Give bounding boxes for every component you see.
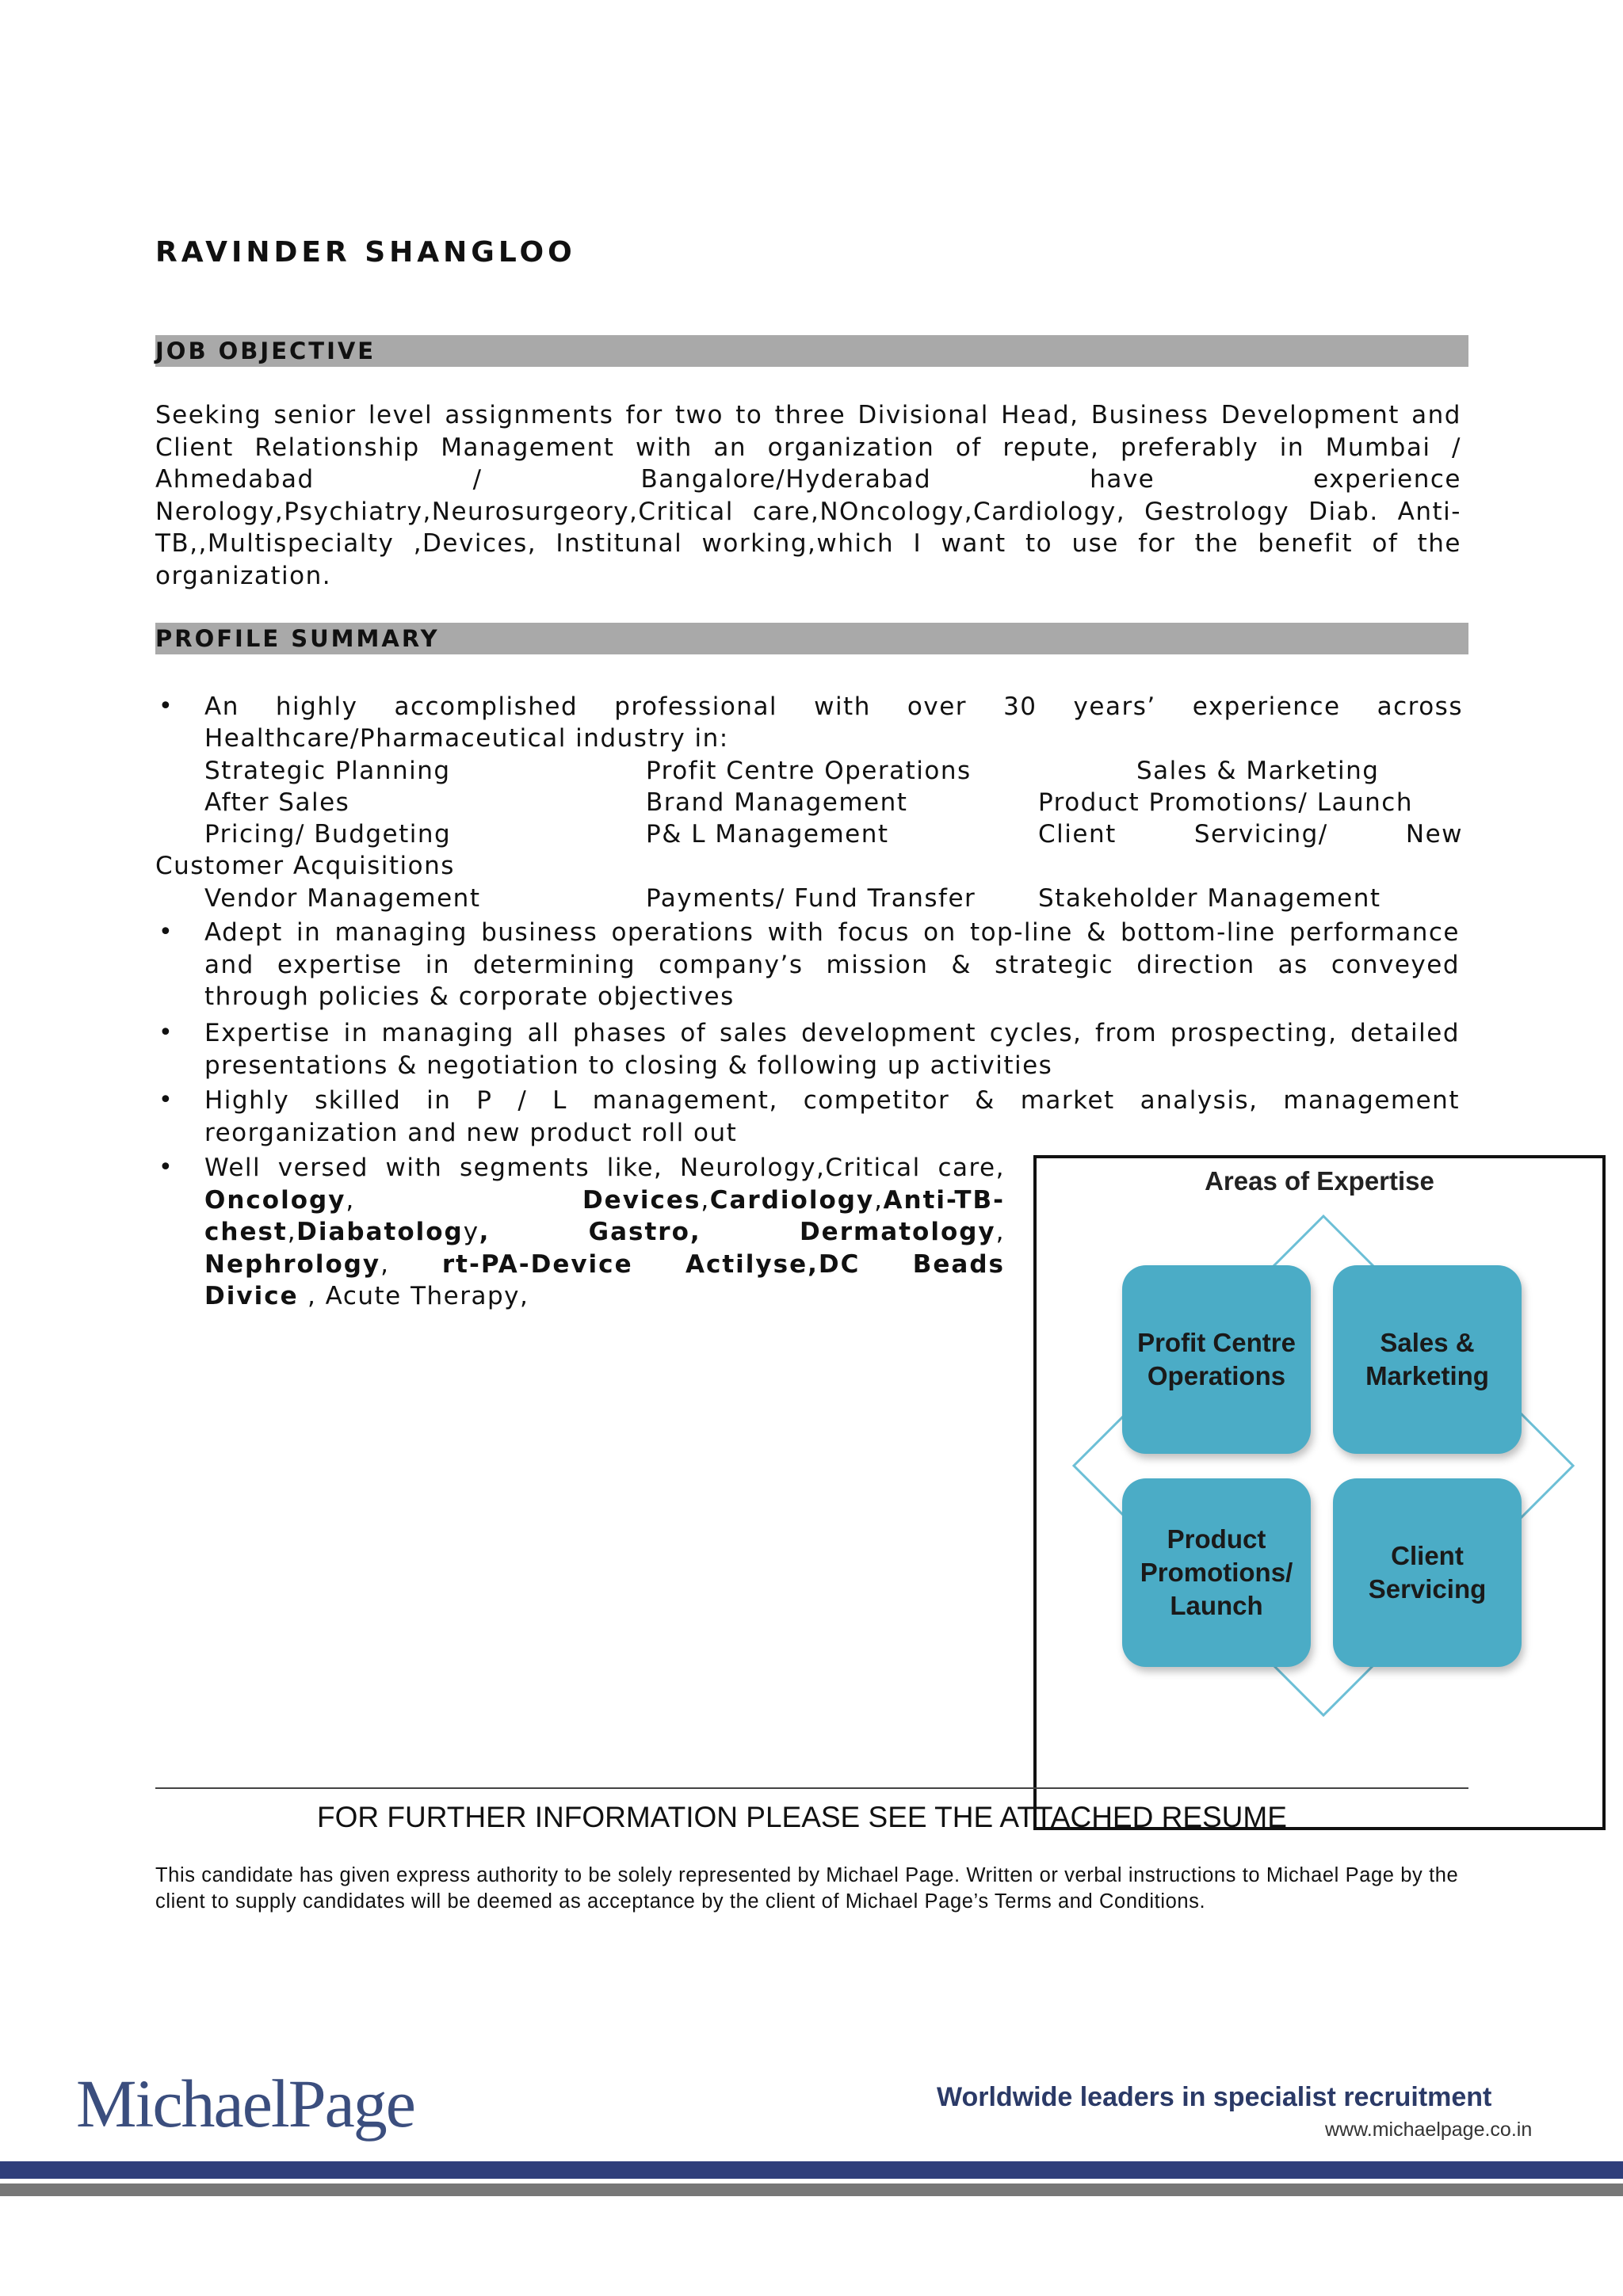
further-info-text: FOR FURTHER INFORMATION PLEASE SEE THE ATTACHED RESUME: [317, 1801, 1287, 1833]
objective-line: Seeking senior level assignments for two to three Divisional Head, Business Development and: [155, 401, 1461, 429]
bullet3-text: [204, 1017, 1460, 1081]
segment-cardiology: Cardiology: [709, 1185, 875, 1215]
segment-gastro: Gastro,: [588, 1218, 701, 1246]
segment-actilyse: Actilyse,DC: [685, 1249, 861, 1279]
segment-rtpa-device: rt-PA-Device: [441, 1249, 633, 1279]
bullet-line: Expertise in managing all phases of sales development cycles, from prospecting, detailed: [204, 1019, 1460, 1047]
segment-acute-therapy: , Acute Therapy,: [298, 1282, 529, 1310]
profile-summary-heading-text: PROFILE SUMMARY: [155, 625, 440, 652]
segment-devices: Devices: [582, 1185, 701, 1215]
footer-band-grey: [0, 2183, 1623, 2196]
expertise-tile-sales-marketing: Sales & Marketing: [1333, 1265, 1522, 1454]
skill-item: Payments/ Fund Transfer: [646, 884, 976, 913]
segment-chest: chest: [204, 1218, 288, 1246]
separator: ,: [380, 1249, 390, 1279]
skill-item: After Sales: [204, 788, 350, 817]
job-objective-text: [155, 399, 1461, 592]
objective-line: organization.: [155, 561, 332, 590]
bullet-line: [204, 1216, 1005, 1249]
footer-divider: [155, 1787, 1468, 1789]
bullet-line: reorganization and new product roll out: [204, 1118, 738, 1147]
segment-oncology: Oncology: [204, 1185, 346, 1215]
segment-diabatology: Diabatolog: [296, 1218, 464, 1246]
skill-item: Vendor Management: [204, 884, 481, 913]
bullet-line: presentations & negotiation to closing & following up activities: [204, 1051, 1053, 1080]
expertise-title: Areas of Expertise: [1205, 1166, 1434, 1196]
bullet-icon: •: [158, 692, 173, 720]
bullet-line: Well versed with segments like, Neurology,Critical care,: [204, 1154, 1005, 1182]
job-objective-heading: [155, 335, 1468, 367]
objective-line: Client Relationship Management with an organization of repute, preferably in Mumbai /: [155, 433, 1461, 462]
candidate-name: RAVINDER SHANGLOO: [155, 236, 576, 269]
bullet-icon: •: [158, 1154, 173, 1181]
skill-item: Sales & Marketing: [1136, 757, 1380, 785]
expertise-tile-product-promotions: Product Promotions/ Launch: [1122, 1478, 1311, 1667]
objective-line: Nerology,Psychiatry,Neurosurgeory,Critical care,NOncology,Cardiology, Gestrology Diab. Anti-: [155, 497, 1461, 526]
skill-item: Client Servicing/ New: [1038, 820, 1463, 849]
skill-item: Profit Centre Operations: [646, 757, 972, 785]
objective-line: TB,,Multispecialty ,Devices, Institunal working,which I want to use for the benefit of the: [155, 529, 1461, 558]
separator: ,: [287, 1218, 297, 1246]
skill-item: P& L Management: [646, 820, 889, 849]
tagline: Worldwide leaders in specialist recruitment: [937, 2082, 1492, 2112]
bullet-line: Highly skilled in P / L management, competitor & market analysis, management: [204, 1086, 1460, 1115]
bullet1-line2: Healthcare/Pharmaceutical industry in:: [204, 724, 729, 753]
disclaimer-text: This candidate has given express authority to be solely represented by Michael Page. Written or verbal instructions to Michael Page by the client to supply candidates will be deemed as acceptance by the client of Michael Page’s Terms and Conditions.: [155, 1864, 1459, 1913]
bullet-line: through policies & corporate objectives: [204, 982, 735, 1011]
objective-line: Ahmedabad / Bangalore/Hyderabad have experience: [155, 465, 1461, 494]
profile-summary-heading: [155, 623, 1468, 654]
separator: ,: [701, 1185, 710, 1215]
segment-dermatology: Dermatology: [799, 1218, 996, 1246]
separator: ,: [874, 1185, 884, 1215]
expertise-tile-profit-centre: Profit Centre Operations: [1122, 1265, 1311, 1454]
skill-item: Pricing/ Budgeting: [204, 820, 452, 849]
bullet5-text: [204, 1152, 1005, 1313]
michael-page-logo: MichaelPage: [76, 2065, 414, 2142]
bullet1-line1: An highly accomplished professional with over 30 years’ experience across: [204, 692, 1463, 721]
bullet-icon: •: [158, 1086, 173, 1114]
bullet-line: [204, 1280, 1005, 1313]
bullet-line: and expertise in determining company’s mission & strategic direction as conveyed: [204, 950, 1460, 979]
bullet-line: [204, 1249, 1005, 1281]
skill-item: Brand Management: [646, 788, 908, 817]
separator: ,: [479, 1218, 491, 1246]
skill-item: Product Promotions/ Launch: [1038, 788, 1413, 817]
skill-item: Strategic Planning: [204, 757, 451, 785]
bullet4-text: [204, 1085, 1460, 1149]
separator: ,: [995, 1218, 1006, 1246]
separator: ,: [346, 1185, 355, 1215]
segment-suffix: y: [463, 1218, 479, 1246]
bullet-icon: •: [158, 1019, 173, 1047]
website-url: www.michaelpage.co.in: [1325, 2119, 1533, 2141]
bullet-icon: •: [158, 918, 173, 946]
skill-item: Stakeholder Management: [1038, 884, 1381, 913]
segment-beads: Beads: [912, 1249, 1005, 1279]
segment-nephrology: Nephrology: [204, 1249, 381, 1279]
footer-band-blue: [0, 2161, 1623, 2179]
bullet-line: Adept in managing business operations with focus on top-line & bottom-line performance: [204, 918, 1460, 947]
job-objective-heading-text: JOB OBJECTIVE: [155, 338, 376, 364]
bullet2-text: [204, 917, 1460, 1013]
skill-item: Customer Acquisitions: [155, 852, 455, 880]
expertise-tile-client-servicing: Client Servicing: [1333, 1478, 1522, 1667]
bullet-line: [204, 1184, 1005, 1217]
segment-divice: Divice: [204, 1282, 299, 1310]
segment-anti-tb: Anti-TB-: [883, 1185, 1005, 1215]
